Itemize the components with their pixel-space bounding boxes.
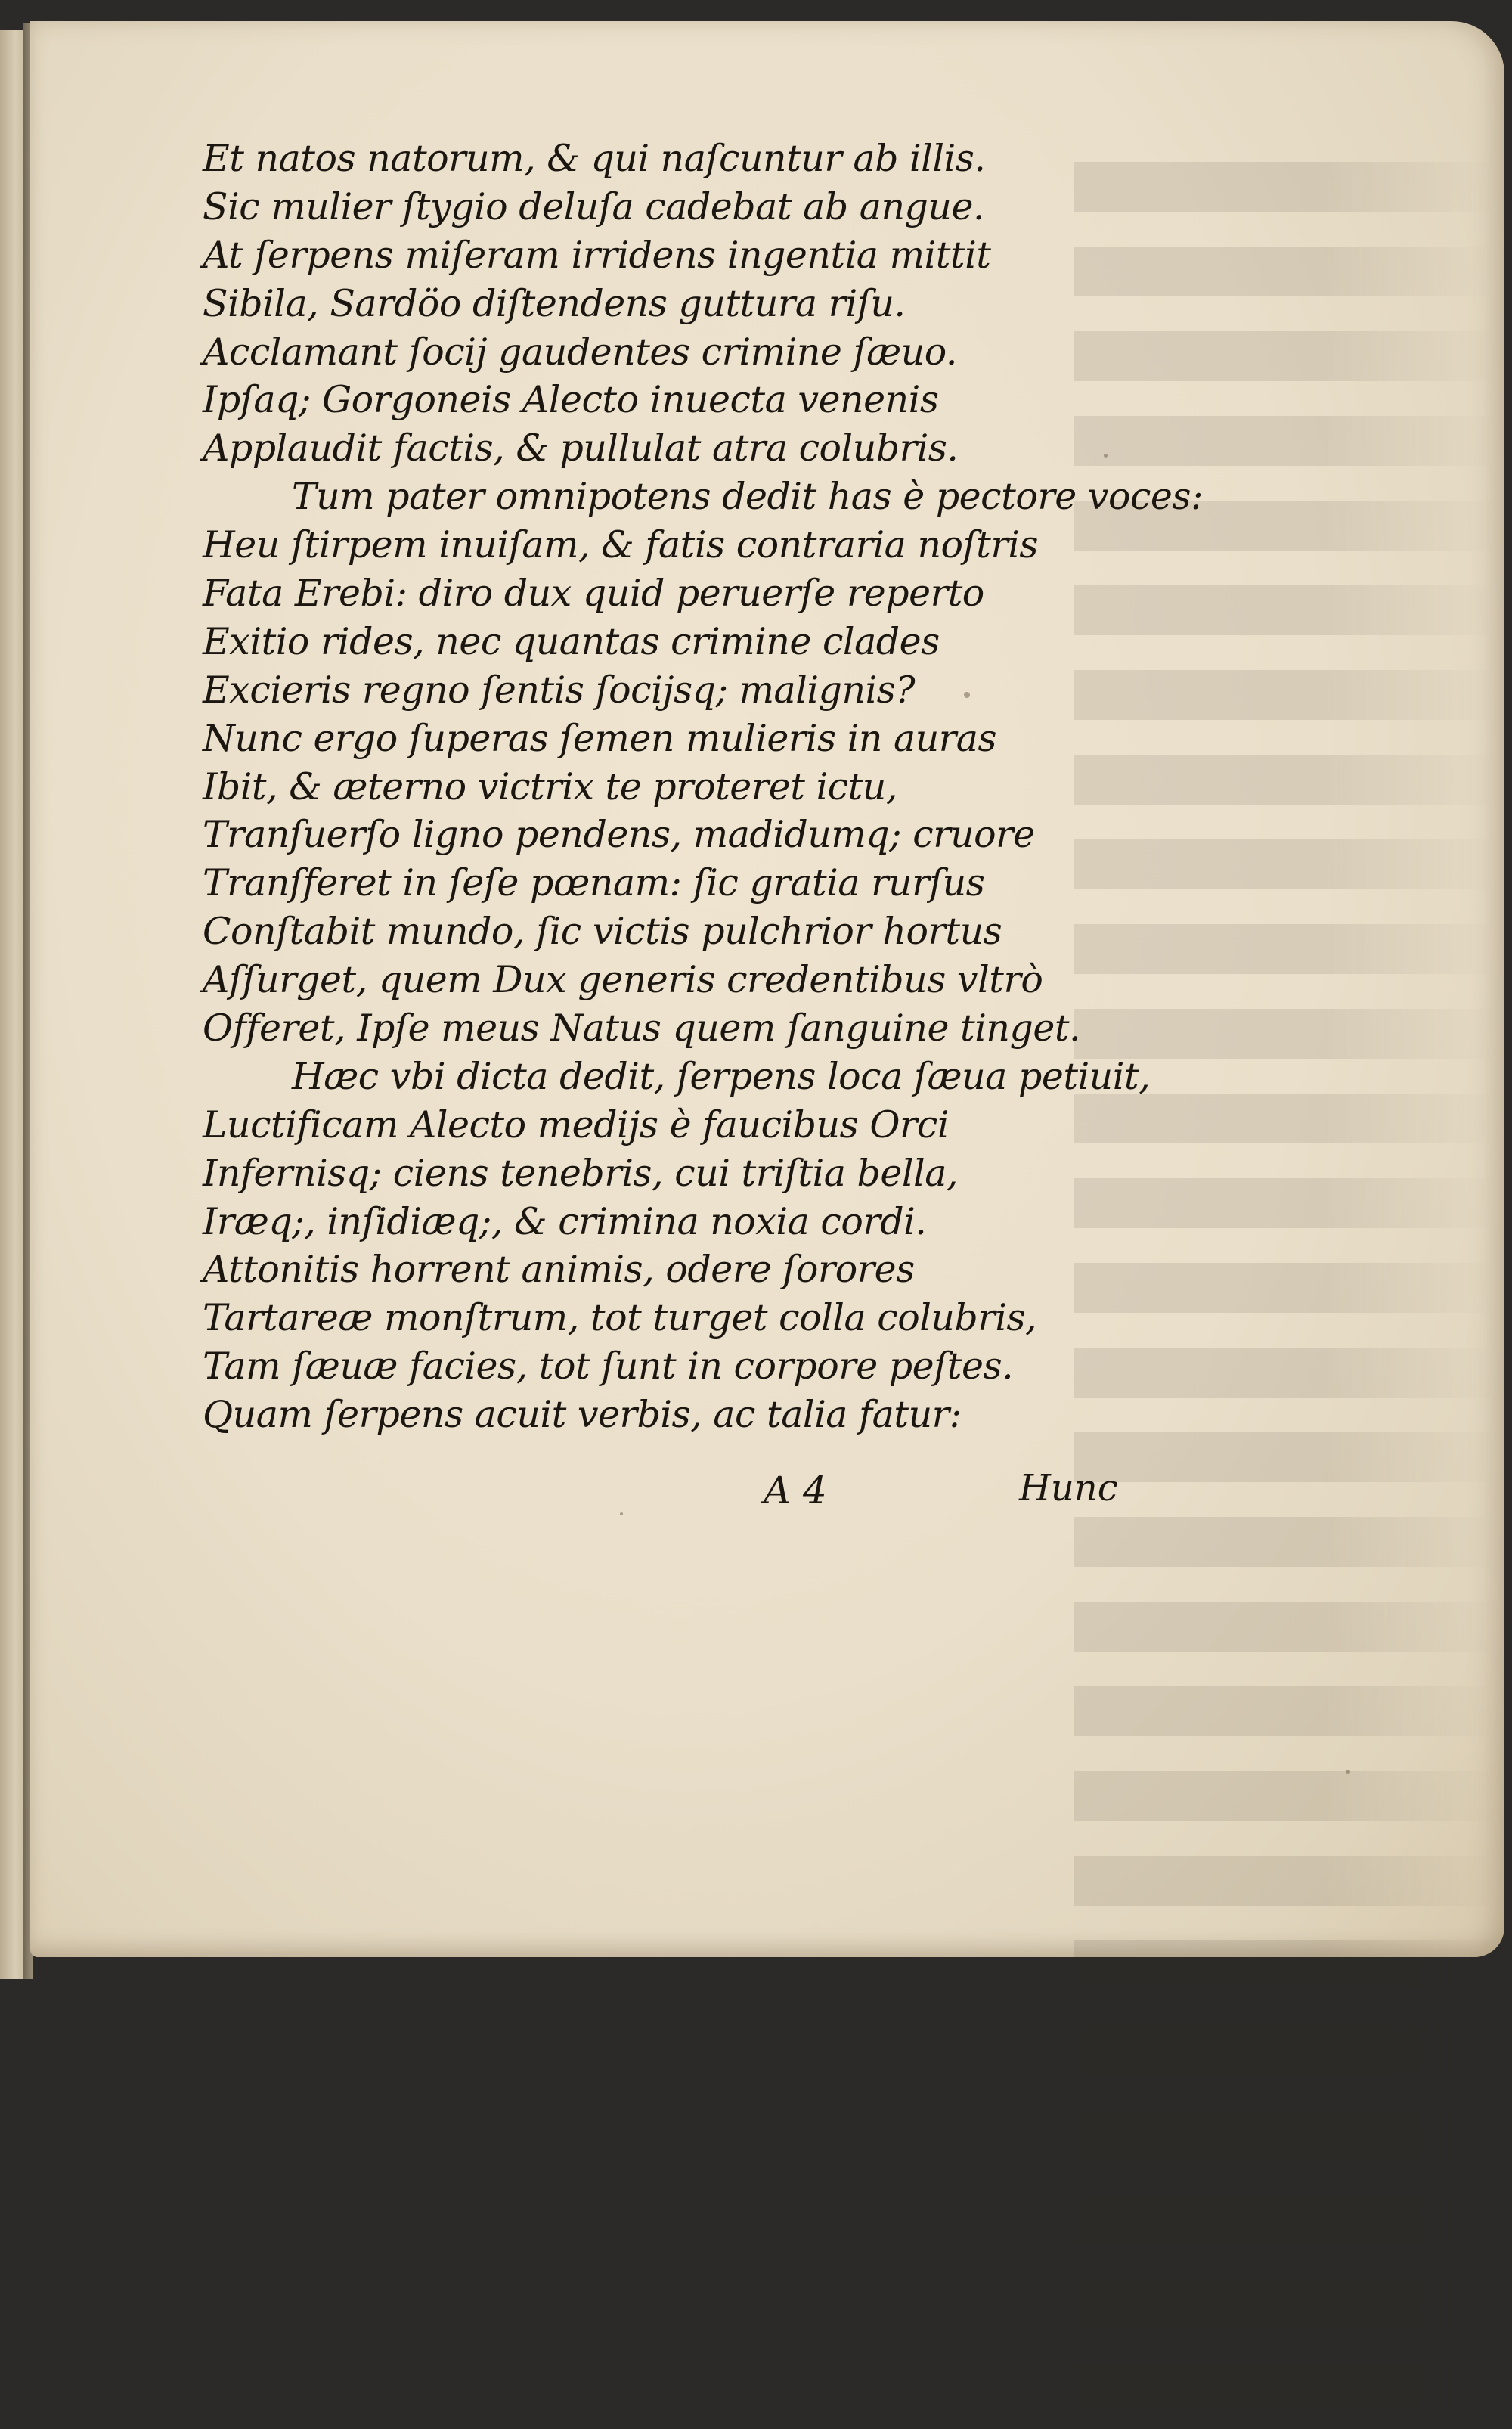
verse-line: Iræq;, inſidiæq;, & crimina noxia cordi. (203, 1199, 927, 1243)
paper-speck (1346, 1770, 1350, 1774)
verse-line: Conſtabit mundo, ſic victis pulchrior hortus (203, 910, 1002, 954)
verse-line: Offeret, Ipſe meus Natus quem ſanguine tinget. (203, 1007, 1081, 1050)
verse-line: Hæc vbi dicta dedit, ſerpens loca ſæua petiuit, (292, 1054, 1151, 1098)
verse-line: Infernisq; ciens tenebris, cui triſtia bella, (203, 1151, 959, 1195)
catchword: Hunc (1019, 1467, 1118, 1509)
verse-line: Sibila, Sardöo diſtendens guttura riſu. (203, 281, 906, 325)
verse-line: Et natos natorum, & qui naſcuntur ab illis. (203, 137, 986, 180)
verse-line: Ipſaq; Gorgoneis Alecto inuecta venenis (203, 378, 939, 422)
verse-line: Aſſurget, quem Dux generis credentibus vltrò (203, 958, 1043, 1002)
poem-text (203, 135, 1204, 1439)
verse-line: Tam ſæuæ facies, tot ſunt in corpore peſtes. (203, 1345, 1014, 1388)
verse-line: Tranſuerſo ligno pendens, madidumq; cruore (203, 813, 1035, 857)
verse-line: Ibit, & æterno victrix te proteret ictu, (203, 765, 897, 808)
verse-line: Fata Erebi: diro dux quid peruerſe reperto (203, 572, 984, 616)
verse-line: Tranſferet in ſeſe pœnam: ſic gratia rurſus (203, 861, 985, 905)
verse-line: Sic mulier ſtygio deluſa cadebat ab angue. (203, 185, 985, 228)
verse-line: Luctificam Alecto medijs è faucibus Orci (203, 1103, 950, 1146)
verse-line: Excieris regno ſentis ſocijsq; malignis? (203, 668, 916, 712)
verse-line: Tartareæ monſtrum, tot turget colla colubris, (203, 1296, 1037, 1340)
verse-line: Attonitis horrent animis, odere ſorores (203, 1248, 915, 1292)
verse-line: Exitio rides, nec quantas crimine clades (203, 619, 940, 663)
verse-line: At ſerpens miſeram irridens ingentia mittit (203, 233, 991, 277)
paper-speck (620, 1512, 623, 1515)
verse-line: Applaudit factis, & pullulat atra colubris. (203, 427, 959, 470)
verse-line: Quam ſerpens acuit verbis, ac talia fatur: (203, 1393, 962, 1437)
verse-line: Heu ſtirpem inuiſam, & fatis contraria noſtris (203, 523, 1039, 567)
verse-line: Tum pater omnipotens dedit has è pectore voces: (292, 475, 1204, 519)
signature-mark: A 4 (764, 1469, 827, 1512)
verse-line: Acclamant ſocij gaudentes crimine ſæuo. (203, 330, 957, 374)
verse-line: Nunc ergo ſuperas ſemen mulieris in auras (203, 716, 997, 760)
bleed-through-text (1074, 142, 1497, 1503)
